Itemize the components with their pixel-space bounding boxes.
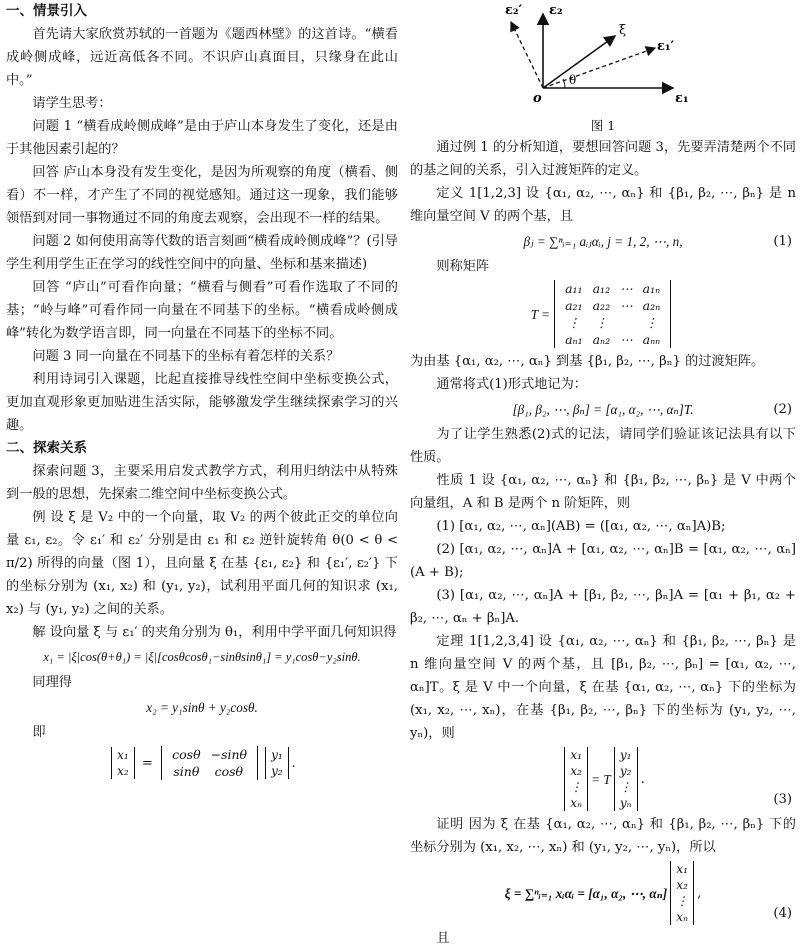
right-column [410,0,796,950]
question-1: 问题 1 “横看成岭侧成峰”是由于庐山本身发生了变化，还是由于其他因素引起的？ [6,119,398,157]
e1-label: ε₁ [675,91,689,106]
equation-1-number: (1) [773,234,792,249]
section-heading-explore: 二、探索关系 [6,440,87,456]
e1-prime-vector [543,48,655,88]
equation-1: βⱼ = ∑ⁿᵢ₌₁ aᵢⱼαᵢ, j = 1, 2, ⋯, n, (1) [410,230,796,253]
matrix-T: a₁₁ a₁₂ ⋯ a₁ₙ a₂₁ a₂₂ ⋯ a₂ₙ ⋮ ⋮ ⋮ aₙ₁ aₙ₂ ⋯ aₙₙ [554,280,671,348]
figure-1 [410,0,796,136]
qie-text: 且 [436,931,450,946]
explore-paragraph: 探索问题 3，主要采用启发式教学方式，利用归纳法中从特殊到一般的思想，先探索二维空间中坐标变换公式。 [6,464,398,502]
rotation-matrix: cosθ −sinθ sinθ cosθ [161,746,258,780]
solution-paragraph: 解 设向量 ξ 与 ε₁′ 的夹角分别为 θ₁，利用中学平面几何知识得 [32,625,397,640]
intro-paragraph: 首先请大家欣赏苏轼的一首题为《题西林壁》的这首诗。“横看成岭侧成峰，远近高低各不同。不识庐山真面目，只缘身在此山中。” [6,27,398,88]
usual-notation-text: 通常将式(1)形式地记为： [436,377,587,392]
question-3: 问题 3 同一向量在不同基下的坐标有着怎样的关系？ [32,349,340,364]
question-2: 问题 2 如何使用高等代数的语言刻画“横看成岭侧成峰”？(引导学生利用学生正在学习的线性空间中的向量、坐标和基来描述) [6,234,398,272]
x-vector: x₁ x₂ [111,747,135,779]
property-1-item-1: (1) [α₁, α₂, ⋯, αₙ](AB) = ([α₁, α₂, ⋯, αₙ]A)B; [436,519,726,534]
ji-text: 即 [32,725,46,740]
basis-rotation-diagram [503,0,703,108]
e2-prime-vector [511,22,543,88]
e2-prime-label: ε₂′ [505,3,523,18]
proof-paragraph: 证明 因为 ξ 在基 {α₁, α₂, ⋯, αₙ} 和 {β₁, β₂, ⋯, βₙ} 下的坐标分别为 (x₁, x₂, ⋯, xₙ) 和 (y₁, y₂, ⋯, yₙ)，所以 [410,817,796,855]
verify-text: 为了让学生熟悉(2)式的记法，请同学们验证该记法具有以下性质。 [410,427,796,465]
transition-matrix-text: 为由基 {α₁, α₂, ⋯, αₙ} 到基 {β₁, β₂, ⋯, βₙ} 的过渡矩阵。 [410,354,765,369]
e2-label: ε₂ [549,3,563,18]
figure-caption: 图 1 [590,118,616,133]
x-column-4: x₁ x₂ ⋮ xₙ [670,861,694,925]
equation-4: ξ = ∑ⁿᵢ₌₁ xᵢαᵢ = [α₁, α₂, ⋯, αₙ] x₁ x₂ ⋮ xₙ , (4) [504,862,792,924]
transition-intro: 通过例 1 的分析知道，要想回答问题 3，先要弄清楚两个不同的基之间的关系，引入过渡矩阵的定义。 [410,140,796,178]
equation-2-number: (2) [773,402,792,417]
answer-2: 回答 “庐山”可看作向量；“横看与侧看”可看作选取了不同的基；“岭与峰”可看作同一向量在不同基下的坐标。“横看成岭侧成峰”转化为数学语言即，同一向量在不同基下的坐标不同。 [6,280,398,341]
think-prompt: 请学生思考： [32,96,112,111]
equation-3: x₁ x₂ ⋮ xₙ = T y₁ y₂ ⋮ yₙ . (3) [410,747,796,811]
poem-paragraph: 利用诗词引入课题，比起直接推导线性空间中坐标变换公式，更加直观形象更加贴进生活实际，能够激发学生继续探索学习的兴趣。 [6,372,398,433]
x2-equation: x₂ = y₁sinθ + y₂cosθ. [146,700,258,715]
answer-1: 回答 庐山本身没有发生变化，是因为所观察的角度（横看、侧看）不一样，才产生了不同的视觉感知。通过这一现象，我们能够领悟到对同一事物通过不同的角度去观察，会出现不一样的结果。 [6,165,398,226]
origin-label: o [533,91,542,106]
property-1: 性质 1 设 {α₁, α₂, ⋯, αₙ} 和 {β₁, β₂, ⋯, βₙ} 是 V 中两个向量组，A 和 B 是两个 n 阶矩阵，则 [410,473,796,511]
theorem-1: 定理 1[1,2,3,4] 设 {α₁, α₂, ⋯, αₙ} 和 {β₁, β₂, ⋯, βₙ} 是 n 维向量空间 V 的两个基，且 [β₁, β₂, ⋯, βₙ] = [α₁, α₂, ⋯, αₙ]T。ξ 是 V 中一个向量，ξ 在基 {α₁, α₂, ⋯, αₙ} 下的坐标为 (x₁, x₂, ⋯, xₙ)，在基 {β₁, β₂, ⋯, βₙ} 下的坐标为 (y₁, y₂, ⋯, yₙ)，则 [410,634,796,741]
xi-vector [543,36,615,88]
theta-label: θ [569,73,577,87]
x-column: x₁ x₂ ⋮ xₙ [564,747,588,811]
section-heading-intro: 一、情景引入 [6,3,87,19]
left-column [6,0,398,782]
e1-prime-label: ε₁′ [657,39,675,54]
y-column: y₁ y₂ ⋮ yₙ [614,747,638,811]
same-text: 同理得 [32,675,72,690]
rotation-equation: x₁ x₂ = cosθ −sinθ sinθ cosθ y₁ y₂ . [6,746,398,780]
equation-4-number: (4) [773,906,792,921]
transition-matrix-T: T = a₁₁ a₁₂ ⋯ a₁ₙ a₂₁ a₂₂ ⋯ a₂ₙ ⋮ ⋮ ⋮ aₙ₁ aₙ₂ ⋯ aₙₙ [410,280,796,348]
equation-2: [β₁, β₂, ⋯, βₙ] = [α₁, α₂, ⋯, αₙ]T. (2) [410,398,796,421]
definition-1: 定义 1[1,2,3] 设 {α₁, α₂, ⋯, αₙ} 和 {β₁, β₂, ⋯, βₙ} 是 n 维向量空间 V 的两个基，且 [410,186,796,224]
call-matrix-text: 则称矩阵 [436,259,490,274]
property-1-item-2: (2) [α₁, α₂, ⋯, αₙ]A + [α₁, α₂, ⋯, αₙ]B = [α₁, α₂, ⋯, αₙ](A + B); [410,542,796,580]
equation-3-number: (3) [773,792,792,807]
example-paragraph: 例 设 ξ 是 V₂ 中的一个向量，取 V₂ 的两个彼此正交的单位向量 ε₁, ε₂。令 ε₁′ 和 ε₂′ 分别是由 ε₁ 和 ε₂ 逆针旋转角 θ(0 < θ < π/2) 所得的向量（图 1），且向量 ξ 在基 {ε₁, ε₂} 和 {ε₁′, ε₂′} 下的坐标分别为 (x₁, x₂) 和 (y₁, y₂)，试利用平面几何的知识求 (x₁, x₂) 与 (y₁, y₂) 之间的关系。 [6,510,398,617]
y-vector: y₁ y₂ [265,747,289,779]
x1-equation: x₁ = |ξ|cos(θ+θ₁) = |ξ|[cosθcosθ₁−sinθsinθ₁] = y₁cosθ−y₂sinθ. [43,650,361,664]
property-1-item-3: (3) [α₁, α₂, ⋯, αₙ]A + [β₁, β₂, ⋯, βₙ]A = [α₁ + β₁, α₂ + β₂, ⋯, αₙ + βₙ]A. [410,588,796,626]
xi-label: ξ [619,23,627,38]
